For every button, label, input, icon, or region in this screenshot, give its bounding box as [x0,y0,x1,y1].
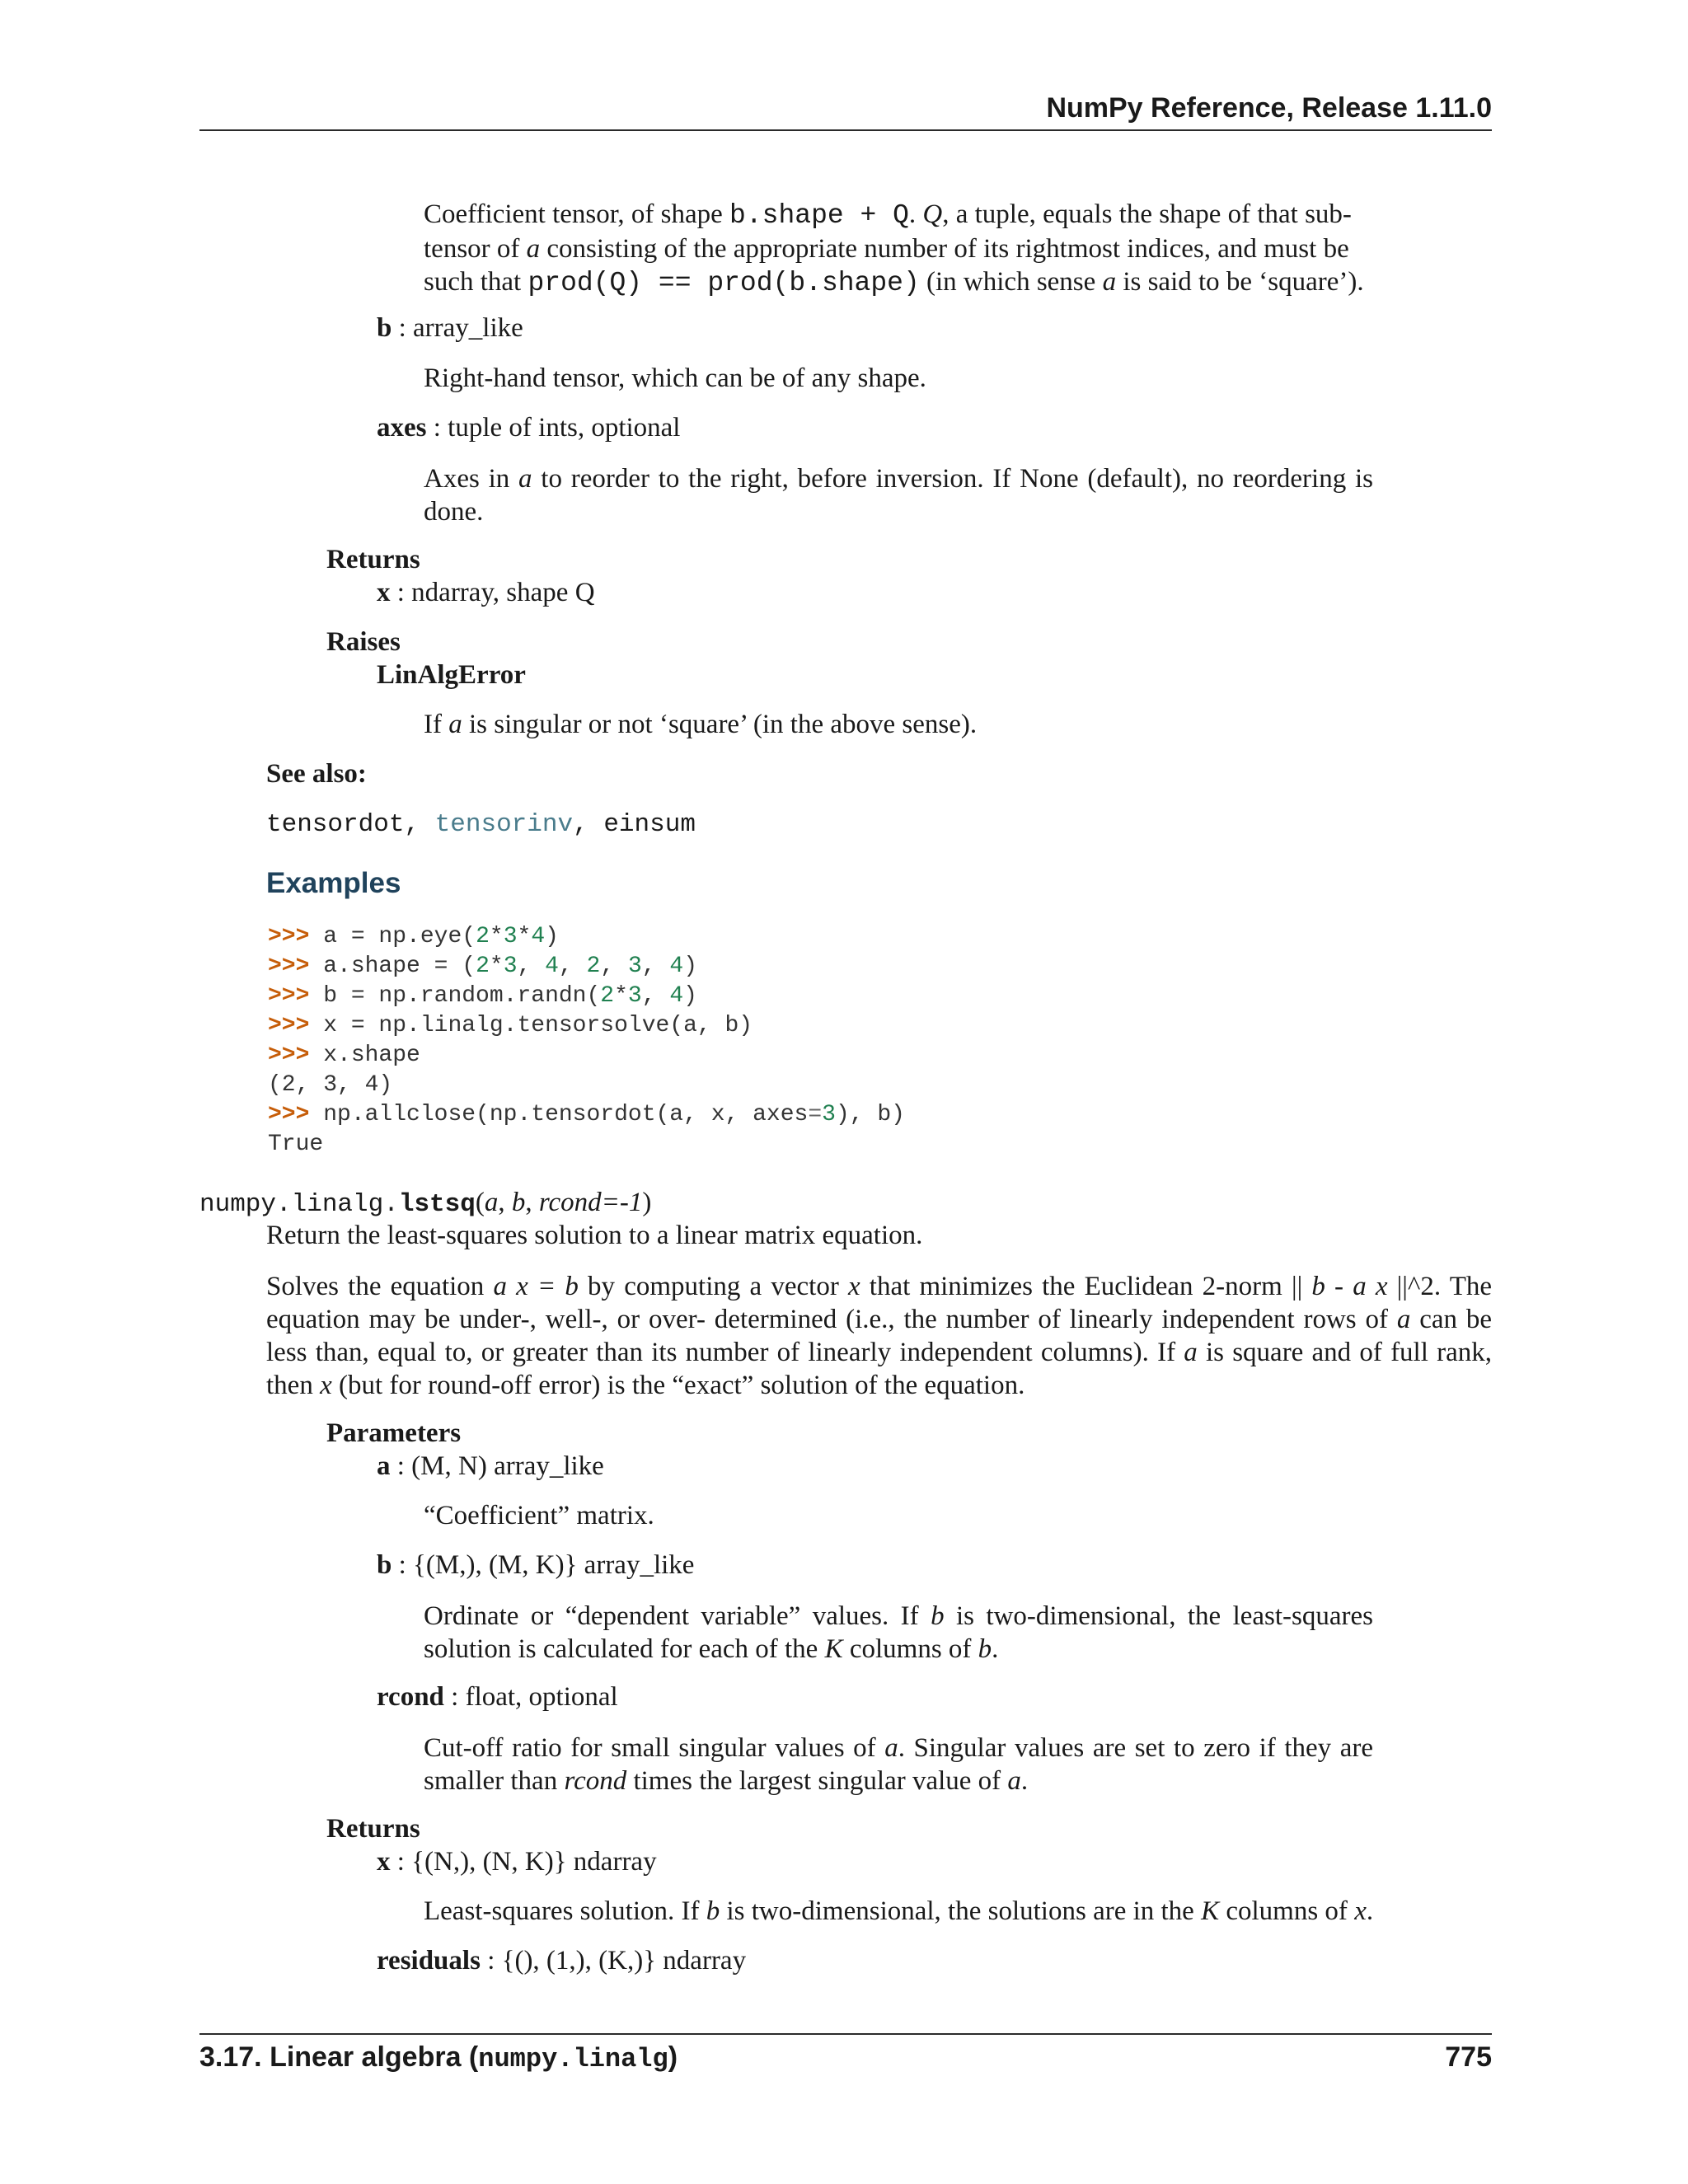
lstsq-return-residuals-heading: residuals : {(), (1,), (K,)} ndarray [377,1946,747,1975]
param-b-description: Right-hand tensor, which can be of any shape. [424,363,926,393]
footer-section-title: 3.17. Linear algebra (numpy.linalg) [199,2041,678,2074]
lstsq-param-b-heading: b : {(M,), (M, K)} array_like [377,1550,695,1580]
lstsq-signature: numpy.linalg.lstsq(a, b, rcond=-1) [199,1188,652,1219]
lstsq-summary: Return the least-squares solution to a linear matrix equation. [266,1221,923,1250]
param-a-description [424,198,1364,300]
raises-error-name: LinAlgError [377,660,526,690]
code-output-1: (2, 3, 4) [268,1072,393,1098]
see-also-einsum[interactable]: einsum [603,810,696,839]
param-axes-heading: axes : tuple of ints, optional [377,413,681,443]
raises-description: If a is singular or not ‘square’ (in the above sense). [424,710,978,739]
code-line-4: >>> x = np.linalg.tensorsolve(a, b) [268,1013,753,1038]
examples-heading: Examples [266,867,401,899]
code-line-3: >>> b = np.random.randn(2*3, 4) [268,983,697,1009]
parameters-label: Parameters [326,1418,462,1448]
see-also-tensordot[interactable]: tensordot [266,810,405,839]
code-line-5: >>> x.shape [268,1043,420,1068]
code-line-6: >>> np.allclose(np.tensordot(a, x, axes=3), b) [268,1102,905,1127]
see-also-list: tensordot, tensorinv, einsum [266,810,696,839]
raises-label: Raises [326,627,401,657]
param-axes-description: Axes in a to reorder to the right, before inversion. If None (default), no reordering is done. [424,464,1373,527]
param-a-desc-line2: tensor of a consisting of the appropriate number of its rightmost indices, and must be [424,234,1349,264]
lstsq-return-x-heading: x : {(N,), (N, K)} ndarray [377,1847,657,1877]
lstsq-param-rcond-heading: rcond : float, optional [377,1682,618,1712]
param-a-desc-line1: Coefficient tensor, of shape b.shape + Q. Q, a tuple, equals the shape of that sub- [424,199,1352,231]
return-x-heading: x : ndarray, shape Q [377,578,595,607]
code-output-2: True [268,1132,324,1157]
running-header: NumPy Reference, Release 1.11.0 [1046,92,1492,124]
see-also-label: See also: [266,759,367,789]
code-line-2: >>> a.shape = (2*3, 4, 2, 3, 4) [268,954,697,979]
header-rule [199,129,1492,131]
returns-label: Returns [326,545,420,574]
param-a-desc-line3: such that prod(Q) == prod(b.shape) (in which sense a is said to be ‘square’). [424,267,1364,298]
code-line-1: >>> a = np.eye(2*3*4) [268,924,559,949]
lstsq-returns-label: Returns [326,1814,420,1844]
lstsq-description: Solves the equation a x = b by computing a vector x that minimizes the Euclidean 2-norm || b - a x ||^2. The equation may be under-, well-, or over- determined (i.e., the number of linearly independent rows of a can be less than, equal to, or greater than its number of linearly independent columns). If a is square and of full rank, then x (but for round-off error) is the “exact” solution of the equation. [266,1272,1493,1400]
lstsq-param-a-description: “Coefficient” matrix. [424,1501,654,1530]
page-number: 775 [1445,2041,1492,2073]
param-b-heading: b : array_like [377,313,523,343]
footer-rule [199,2033,1492,2035]
lstsq-param-rcond-description: Cut-off ratio for small singular values of a. Singular values are set to zero if they are smaller than rcond times the largest singular value of a. [424,1733,1373,1796]
lstsq-param-a-heading: a : (M, N) array_like [377,1451,604,1481]
see-also-tensorinv-link[interactable]: tensorinv [434,810,574,839]
lstsq-return-x-description: Least-squares solution. If b is two-dimensional, the solutions are in the K columns of x. [424,1896,1374,1926]
lstsq-param-b-description: Ordinate or “dependent variable” values. If b is two-dimensional, the least-squares solution is calculated for each of the K columns of b. [424,1601,1373,1664]
